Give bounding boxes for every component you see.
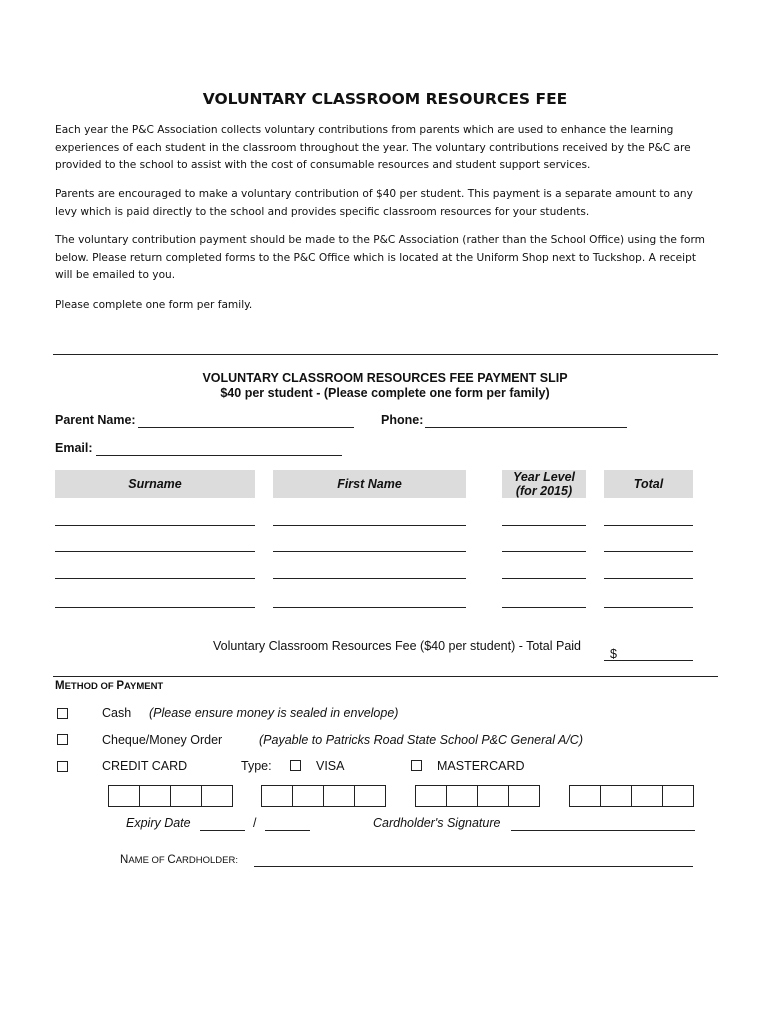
cardholder-name-label: NAME OF CARDHOLDER: [120, 854, 238, 866]
first-name-field[interactable] [273, 551, 466, 552]
year-level-field[interactable] [502, 607, 586, 608]
card-digit-box[interactable] [570, 786, 601, 806]
first-name-field[interactable] [273, 578, 466, 579]
header-year-level: Year Level (for 2015) [502, 470, 586, 498]
card-digit-box[interactable] [140, 786, 171, 806]
intro-paragraph-3: The voluntary contribution payment should be made to the P&C Association (rather than the School Office) using the form below. Please return completed forms to the P&C Office which is located at the Uniform Shop next to Tuckshop. A receipt will be emailed to you. [55, 234, 705, 281]
surname-field[interactable] [55, 578, 255, 579]
card-digit-box[interactable] [171, 786, 202, 806]
intro-paragraph-1: Each year the P&C Association collects voluntary contributions from parents which are used to enhance the learning experiences of each student in the classroom throughout the year. The voluntary contributions received by the P&C are provided to the school to assist with the cost of consumable resources and student support services. [55, 124, 691, 171]
slip-subtitle: $40 per student - (Please complete one form per family) [220, 386, 550, 400]
cash-note: (Please ensure money is sealed in envelope) [149, 706, 399, 720]
surname-field[interactable] [55, 551, 255, 552]
first-name-field[interactable] [273, 525, 466, 526]
visa-label: VISA [316, 759, 345, 773]
card-digit-box[interactable] [202, 786, 232, 806]
email-label: Email: [55, 441, 93, 455]
card-digit-box[interactable] [663, 786, 693, 806]
phone-field[interactable] [425, 427, 627, 428]
cheque-label: Cheque/Money Order [102, 733, 223, 747]
page-title: VOLUNTARY CLASSROOM RESOURCES FEE [202, 90, 568, 108]
card-digit-box[interactable] [509, 786, 539, 806]
total-field[interactable] [604, 607, 693, 608]
cash-label: Cash [102, 706, 132, 720]
email-field[interactable] [96, 455, 342, 456]
year-level-field[interactable] [502, 525, 586, 526]
card-digit-box[interactable] [478, 786, 509, 806]
card-digit-box[interactable] [447, 786, 478, 806]
surname-field[interactable] [55, 607, 255, 608]
card-digit-box[interactable] [262, 786, 293, 806]
total-field[interactable] [604, 578, 693, 579]
payment-divider [53, 676, 718, 677]
mastercard-checkbox[interactable] [411, 760, 422, 771]
header-total: Total [604, 470, 693, 498]
expiry-separator: / [253, 816, 257, 830]
expiry-month-field[interactable] [200, 830, 245, 831]
currency-symbol: $ [610, 647, 617, 661]
section-divider [53, 354, 718, 355]
total-paid-field[interactable] [604, 660, 693, 661]
intro-paragraph-4: Please complete one form per family. [55, 299, 253, 311]
card-digit-box[interactable] [601, 786, 632, 806]
card-digit-box[interactable] [355, 786, 385, 806]
card-digit-box[interactable] [109, 786, 140, 806]
mastercard-label: MASTERCARD [437, 759, 525, 773]
credit-card-checkbox[interactable] [57, 761, 68, 772]
cardholder-signature-field[interactable] [511, 830, 695, 831]
parent-name-field[interactable] [138, 427, 354, 428]
total-field[interactable] [604, 551, 693, 552]
card-type-label: Type: [241, 759, 272, 773]
total-paid-label: Voluntary Classroom Resources Fee ($40 per student) - Total Paid [213, 639, 582, 653]
visa-checkbox[interactable] [290, 760, 301, 771]
phone-label: Phone: [381, 413, 424, 427]
card-number-group-3[interactable] [415, 785, 540, 807]
year-level-field[interactable] [502, 551, 586, 552]
expiry-date-label: Expiry Date [126, 816, 191, 830]
card-number-group-4[interactable] [569, 785, 694, 807]
expiry-year-field[interactable] [265, 830, 310, 831]
year-level-field[interactable] [502, 578, 586, 579]
header-surname: Surname [55, 470, 255, 498]
card-digit-box[interactable] [632, 786, 663, 806]
cheque-checkbox[interactable] [57, 734, 68, 745]
surname-field[interactable] [55, 525, 255, 526]
card-digit-box[interactable] [324, 786, 355, 806]
parent-name-label: Parent Name: [55, 413, 136, 427]
card-digit-box[interactable] [416, 786, 447, 806]
slip-title: VOLUNTARY CLASSROOM RESOURCES FEE PAYMENT SLIP [202, 371, 568, 385]
header-first-name: First Name [273, 470, 466, 498]
cash-checkbox[interactable] [57, 708, 68, 719]
card-number-group-2[interactable] [261, 785, 386, 807]
cardholder-signature-label: Cardholder's Signature [373, 816, 501, 830]
cardholder-name-field[interactable] [254, 866, 693, 867]
intro-paragraph-2: Parents are encouraged to make a voluntary contribution of $40 per student. This payment is a separate amount to any levy which is paid directly to the school and provides specific classroom resources for your students. [55, 188, 693, 218]
card-digit-box[interactable] [293, 786, 324, 806]
card-number-group-1[interactable] [108, 785, 233, 807]
first-name-field[interactable] [273, 607, 466, 608]
method-of-payment-heading: METHOD OF PAYMENT [55, 680, 164, 692]
credit-card-label: CREDIT CARD [102, 759, 188, 773]
cheque-note: (Payable to Patricks Road State School P&C General A/C) [259, 733, 583, 747]
total-field[interactable] [604, 525, 693, 526]
